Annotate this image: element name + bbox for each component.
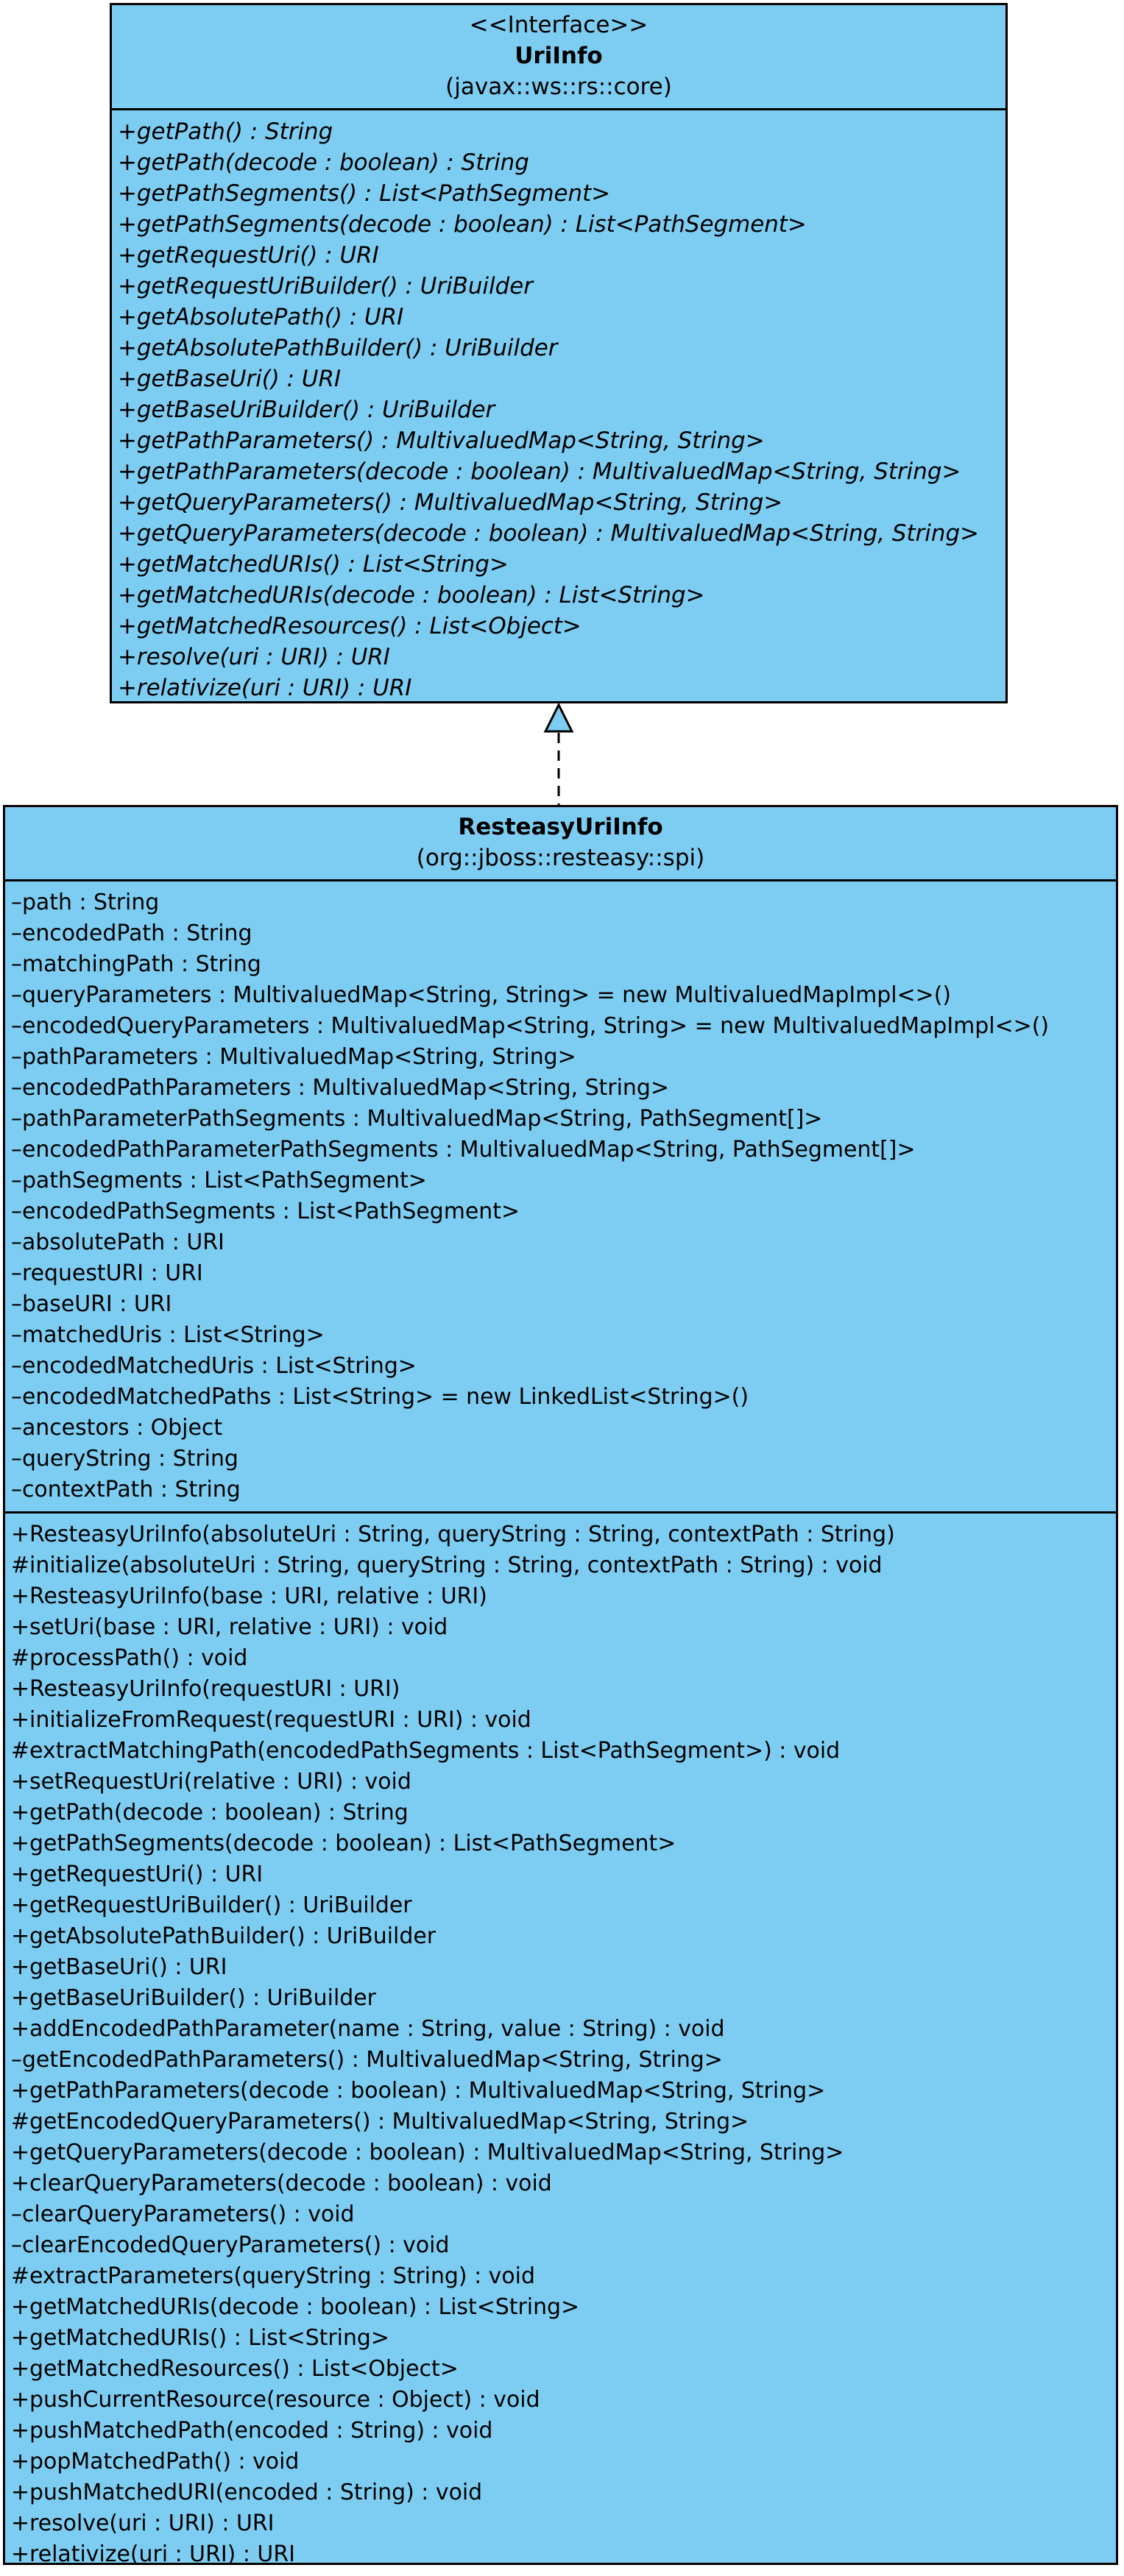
interface-operation: +getBaseUriBuilder() : UriBuilder	[118, 397, 495, 423]
interface-operation: +getPath() : String	[118, 118, 333, 145]
interface-operation: +getAbsolutePathBuilder() : UriBuilder	[118, 335, 558, 361]
class-operation: +getPathSegments(decode : boolean) : List<PathSegment>	[11, 1831, 676, 1856]
class-attribute: –encodedPathParameterPathSegments : MultivaluedMap<String, PathSegment[]>	[11, 1137, 916, 1163]
class-operation: –clearQueryParameters() : void	[11, 2201, 355, 2227]
class-attribute: –pathParameterPathSegments : MultivaluedMap<String, PathSegment[]>	[11, 1106, 823, 1132]
class-attribute: –pathSegments : List<PathSegment>	[11, 1168, 427, 1193]
interface-operation: +getPathSegments() : List<PathSegment>	[118, 180, 611, 207]
class-operation: #getEncodedQueryParameters() : MultivaluedMap<String, String>	[11, 2109, 749, 2135]
class-operation: +getMatchedResources() : List<Object>	[11, 2356, 459, 2382]
interface-operation: +getPathParameters() : MultivaluedMap<String, String>	[118, 427, 765, 454]
class-operation: +getMatchedURIs() : List<String>	[11, 2325, 389, 2351]
class-operation: +popMatchedPath() : void	[11, 2449, 300, 2474]
class-attribute: –encodedPath : String	[11, 920, 252, 946]
interface-operation: +getRequestUri() : URI	[118, 242, 379, 269]
class-attribute: –contextPath : String	[11, 1477, 241, 1502]
interface-operation: +getMatchedURIs(decode : boolean) : List<String>	[118, 582, 705, 608]
interface-operation: +getPath(decode : boolean) : String	[118, 149, 529, 176]
interface-operation: +getPathSegments(decode : boolean) : List<PathSegment>	[118, 211, 807, 238]
class-header	[5, 807, 1116, 881]
class-attribute: –queryParameters : MultivaluedMap<String, String> = new MultivaluedMapImpl<>()	[11, 982, 952, 1008]
class-operation: +getBaseUri() : URI	[11, 1954, 227, 1980]
class-operation: +ResteasyUriInfo(absoluteUri : String, queryString : String, contextPath : String)	[11, 1522, 895, 1547]
class-operation: #initialize(absoluteUri : String, queryString : String, contextPath : String) : void	[11, 1553, 883, 1578]
class-operation: –clearEncodedQueryParameters() : void	[11, 2232, 450, 2258]
class-operation: +resolve(uri : URI) : URI	[11, 2511, 275, 2536]
class-attribute: –pathParameters : MultivaluedMap<String, String>	[11, 1044, 576, 1070]
class-attribute: –matchedUris : List<String>	[11, 1322, 325, 1348]
class-operation: +addEncodedPathParameter(name : String, value : String) : void	[11, 2016, 725, 2042]
class-operation: #processPath() : void	[11, 1645, 248, 1671]
class-operation: +getQueryParameters(decode : boolean) : MultivaluedMap<String, String>	[11, 2140, 844, 2165]
class-attribute: –baseURI : URI	[11, 1291, 172, 1317]
class-operation: +ResteasyUriInfo(requestURI : URI)	[11, 1676, 400, 1702]
class-operation: –getEncodedPathParameters() : MultivaluedMap<String, String>	[11, 2047, 723, 2073]
class-operations	[5, 1514, 1116, 2576]
interface-operation: +getMatchedURIs() : List<String>	[118, 551, 509, 578]
interface-operation: +getAbsolutePath() : URI	[118, 304, 404, 330]
interface-operation: +getBaseUri() : URI	[118, 366, 342, 392]
class-attribute: –requestURI : URI	[11, 1260, 203, 1286]
interface-stereotype: <<Interface>>	[469, 12, 648, 38]
interface-operation: +getQueryParameters() : MultivaluedMap<String, String>	[118, 489, 783, 516]
class-operation: +clearQueryParameters(decode : boolean) : void	[11, 2171, 552, 2196]
class-attribute: –matchingPath : String	[11, 951, 261, 977]
class-operation: +setUri(base : URI, relative : URI) : void	[11, 1614, 448, 1640]
interface-name: UriInfo	[515, 43, 603, 69]
class-operation: +getMatchedURIs(decode : boolean) : List<String>	[11, 2294, 580, 2320]
class-operation: +getPathParameters(decode : boolean) : MultivaluedMap<String, String>	[11, 2078, 826, 2104]
class-package: (org::jboss::resteasy::spi)	[416, 845, 705, 871]
interface-operation: +getMatchedResources() : List<Object>	[118, 613, 582, 639]
interface-operation: +getQueryParameters(decode : boolean) : MultivaluedMap<String, String>	[118, 520, 979, 547]
interface-operation: +resolve(uri : URI) : URI	[118, 644, 390, 670]
interface-operations	[112, 110, 1005, 709]
class-attribute: –encodedMatchedUris : List<String>	[11, 1353, 417, 1379]
class-operation: +getRequestUri() : URI	[11, 1862, 264, 1887]
class-attribute: –encodedPathSegments : List<PathSegment>	[11, 1199, 520, 1224]
interface-operation: +getRequestUriBuilder() : UriBuilder	[118, 273, 533, 299]
class-operation: +setRequestUri(relative : URI) : void	[11, 1769, 411, 1795]
class-operation: +pushCurrentResource(resource : Object) : void	[11, 2387, 540, 2413]
class-attribute: –absolutePath : URI	[11, 1230, 225, 1255]
class-attribute: –encodedQueryParameters : MultivaluedMap<String, String> = new MultivaluedMapImpl<>()	[11, 1013, 1050, 1039]
class-operation: #extractMatchingPath(encodedPathSegments : List<PathSegment>) : void	[11, 1738, 841, 1764]
class-operation: +initializeFromRequest(requestURI : URI) : void	[11, 1707, 531, 1733]
class-attribute: –path : String	[11, 890, 160, 915]
class-operation: +getPath(decode : boolean) : String	[11, 1800, 409, 1825]
class-operation: +pushMatchedURI(encoded : String) : void	[11, 2480, 483, 2505]
interface-operation: +getPathParameters(decode : boolean) : MultivaluedMap<String, String>	[118, 458, 961, 485]
class-attribute: –encodedMatchedPaths : List<String> = new LinkedList<String>()	[11, 1384, 749, 1410]
class-attributes	[5, 881, 1116, 1514]
class-operation: +getAbsolutePathBuilder() : UriBuilder	[11, 1923, 436, 1949]
interface-uriinfo[interactable]	[110, 3, 1008, 703]
class-attribute: –encodedPathParameters : MultivaluedMap<String, String>	[11, 1075, 669, 1101]
interface-operation: +relativize(uri : URI) : URI	[118, 675, 412, 701]
interface-package: (javax::ws::rs::core)	[445, 74, 672, 100]
class-operation: +relativize(uri : URI) : URI	[11, 2541, 295, 2567]
interface-header	[112, 5, 1005, 110]
class-attribute: –ancestors : Object	[11, 1415, 223, 1441]
class-operation: +getRequestUriBuilder() : UriBuilder	[11, 1892, 412, 1918]
class-operation: +getBaseUriBuilder() : UriBuilder	[11, 1985, 376, 2011]
class-operation: +ResteasyUriInfo(base : URI, relative : URI)	[11, 1583, 487, 1609]
class-resteasyuriinfo[interactable]	[3, 805, 1118, 2565]
class-operation: #extractParameters(queryString : String) : void	[11, 2263, 535, 2289]
class-name: ResteasyUriInfo	[458, 814, 663, 840]
class-attribute: –queryString : String	[11, 1446, 238, 1472]
class-operation: +pushMatchedPath(encoded : String) : void	[11, 2418, 493, 2444]
